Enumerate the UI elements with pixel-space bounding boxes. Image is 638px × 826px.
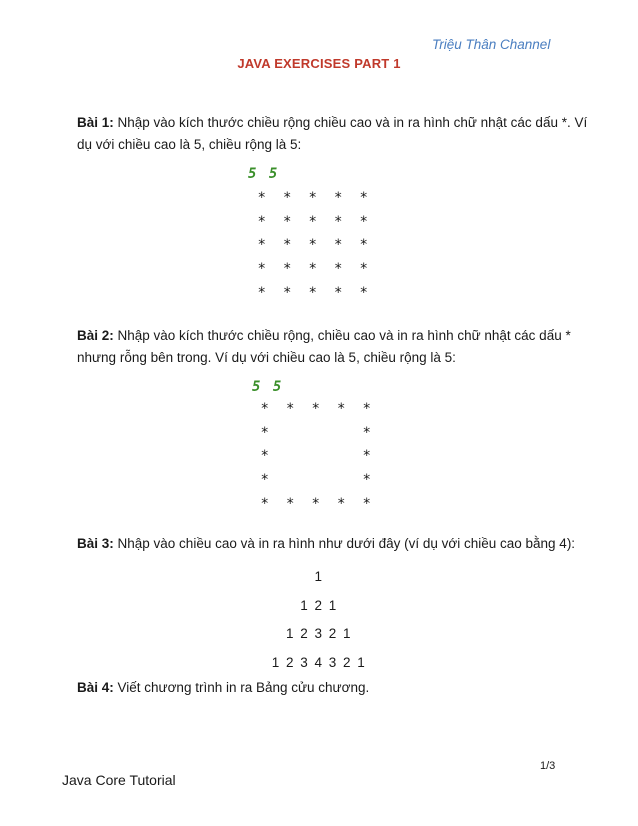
star-cell: *	[334, 237, 343, 254]
exercise-4-label: Bài 4:	[77, 680, 114, 695]
exercise-4-text: Viết chương trình in ra Bảng cửu chương.	[113, 680, 370, 695]
star-cell: *	[257, 237, 266, 254]
footer-text: Java Core Tutorial	[62, 772, 176, 788]
star-cell: *	[260, 448, 269, 465]
star-cell: *	[359, 237, 368, 254]
star-cell: *	[308, 213, 317, 230]
star-cell: *	[308, 190, 317, 206]
pyramid-row: 1 2 3 2 1	[285, 626, 353, 642]
exercise-1-label: Bài 1:	[77, 115, 114, 130]
star-cell: *	[257, 284, 266, 301]
star-cell: *	[283, 284, 292, 301]
star-cell: *	[257, 190, 266, 206]
exercise-1-input: 5 5	[248, 166, 280, 182]
star-cell: *	[308, 284, 317, 301]
star-cell: *	[260, 472, 269, 489]
star-cell: *	[334, 261, 343, 278]
star-cell: *	[337, 401, 346, 417]
star-cell: *	[362, 472, 371, 489]
star-cell: *	[362, 424, 371, 441]
star-cell: *	[283, 190, 292, 206]
star-cell: *	[334, 213, 343, 230]
exercise-3-text: Nhập vào chiều cao và in ra hình như dưới đây (ví dụ với chiều cao bằng 4):	[113, 536, 576, 551]
star-cell: *	[286, 495, 295, 512]
channel-name: Triệu Thân Channel	[432, 37, 551, 52]
star-cell: *	[257, 213, 266, 230]
star-cell: *	[337, 495, 346, 512]
exercise-2-text: Nhập vào kích thước chiều rộng, chiều cao và in ra hình chữ nhật các dấu * nhưng rỗng bên trong. Ví dụ với chiều cao là 5, chiều rộng là 5:	[77, 328, 571, 365]
star-cell: *	[362, 495, 371, 512]
star-cell: *	[359, 284, 368, 301]
star-cell: *	[260, 401, 269, 417]
exercise-1-text: Nhập vào kích thước chiều rộng chiều cao và in ra hình chữ nhật các dấu *. Ví dụ với chiều cao là 5, chiều rộng là 5:	[77, 115, 588, 152]
star-cell: *	[257, 261, 266, 278]
star-cell: *	[308, 237, 317, 254]
star-cell: *	[362, 448, 371, 465]
pyramid-output	[0, 567, 638, 682]
exercise-2	[77, 325, 597, 369]
star-cell: *	[334, 190, 343, 206]
exercise-1	[77, 112, 597, 156]
star-cell: *	[359, 213, 368, 230]
star-cell: *	[286, 401, 295, 417]
document-title: JAVA EXERCISES PART 1	[237, 56, 401, 71]
star-cell: *	[362, 401, 371, 417]
exercise-3	[77, 533, 597, 555]
exercise-4	[77, 677, 597, 699]
exercise-2-input: 5 5	[252, 379, 284, 395]
star-cell: *	[260, 495, 269, 512]
star-cell: *	[308, 261, 317, 278]
star-cell: *	[260, 424, 269, 441]
exercise-3-label: Bài 3:	[77, 536, 114, 551]
star-cell: *	[334, 284, 343, 301]
pyramid-row: 1 2 1	[300, 597, 338, 613]
exercise-2-label: Bài 2:	[77, 328, 114, 343]
star-cell: *	[359, 190, 368, 206]
star-cell: *	[283, 261, 292, 278]
pyramid-row: 1 2 3 4 3 2 1	[271, 655, 367, 671]
star-cell: *	[311, 495, 320, 512]
page-number: 1/3	[540, 760, 556, 772]
star-cell: *	[311, 401, 320, 417]
star-cell: *	[283, 237, 292, 254]
star-cell: *	[359, 261, 368, 278]
pyramid-row: 1	[314, 569, 324, 584]
star-cell: *	[283, 213, 292, 230]
